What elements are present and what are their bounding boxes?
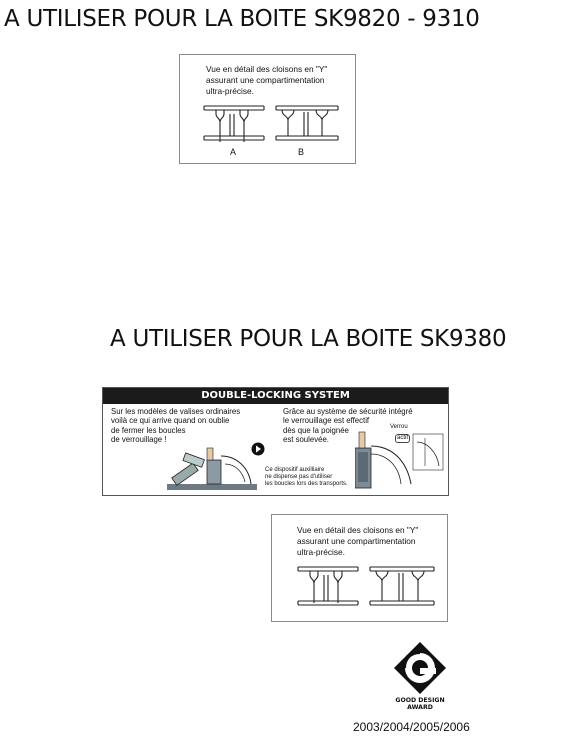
- lock-label: Verrou: [390, 424, 408, 430]
- good-design-award-logo: [392, 640, 448, 696]
- integrated-lock-text: Grâce au système de sécurité intégré le verrouillage est effectif dès que la poignée est soulevée.: [283, 407, 413, 445]
- double-locking-panel: [102, 387, 449, 496]
- partition-profile-illustration-bottom: [296, 563, 438, 609]
- partition-profile-illustration: [202, 102, 342, 144]
- partition-caption-bottom: Vue en détail des cloisons en "Y" assurant une compartimentation ultra-précise.: [297, 525, 419, 557]
- open-case-illustration: [167, 446, 263, 492]
- partition-caption: Vue en détail des cloisons en "Y" assurant une compartimentation ultra-précise.: [206, 64, 328, 96]
- top-title: A UTILISER POUR LA BOITE SK9820 - 9310: [4, 6, 480, 32]
- ordinary-case-text: Sur les modèles de valises ordinaires voilà ce qui arrive quand on oublie de fermer les boucles de verrouillage !: [111, 407, 241, 445]
- double-locking-header: DOUBLE-LOCKING SYSTEM: [103, 388, 448, 404]
- profile-label-a: A: [230, 147, 237, 157]
- bottom-title: A UTILISER POUR LA BOITE SK9380: [110, 326, 507, 352]
- arrow-right-icon: [251, 442, 265, 456]
- award-label: GOOD DESIGN AWARD: [395, 697, 445, 711]
- partition-detail-panel-bottom: [271, 514, 448, 622]
- auxiliary-device-note: Ce dispositif auxilliaire ne dispense pas d'utiliser les boucles lors des transports.: [265, 467, 348, 487]
- profile-label-b: B: [298, 147, 305, 157]
- partition-detail-panel-top: [179, 54, 356, 164]
- award-years: 2003/2004/2005/2006: [353, 720, 470, 734]
- active-label: actif: [397, 435, 409, 441]
